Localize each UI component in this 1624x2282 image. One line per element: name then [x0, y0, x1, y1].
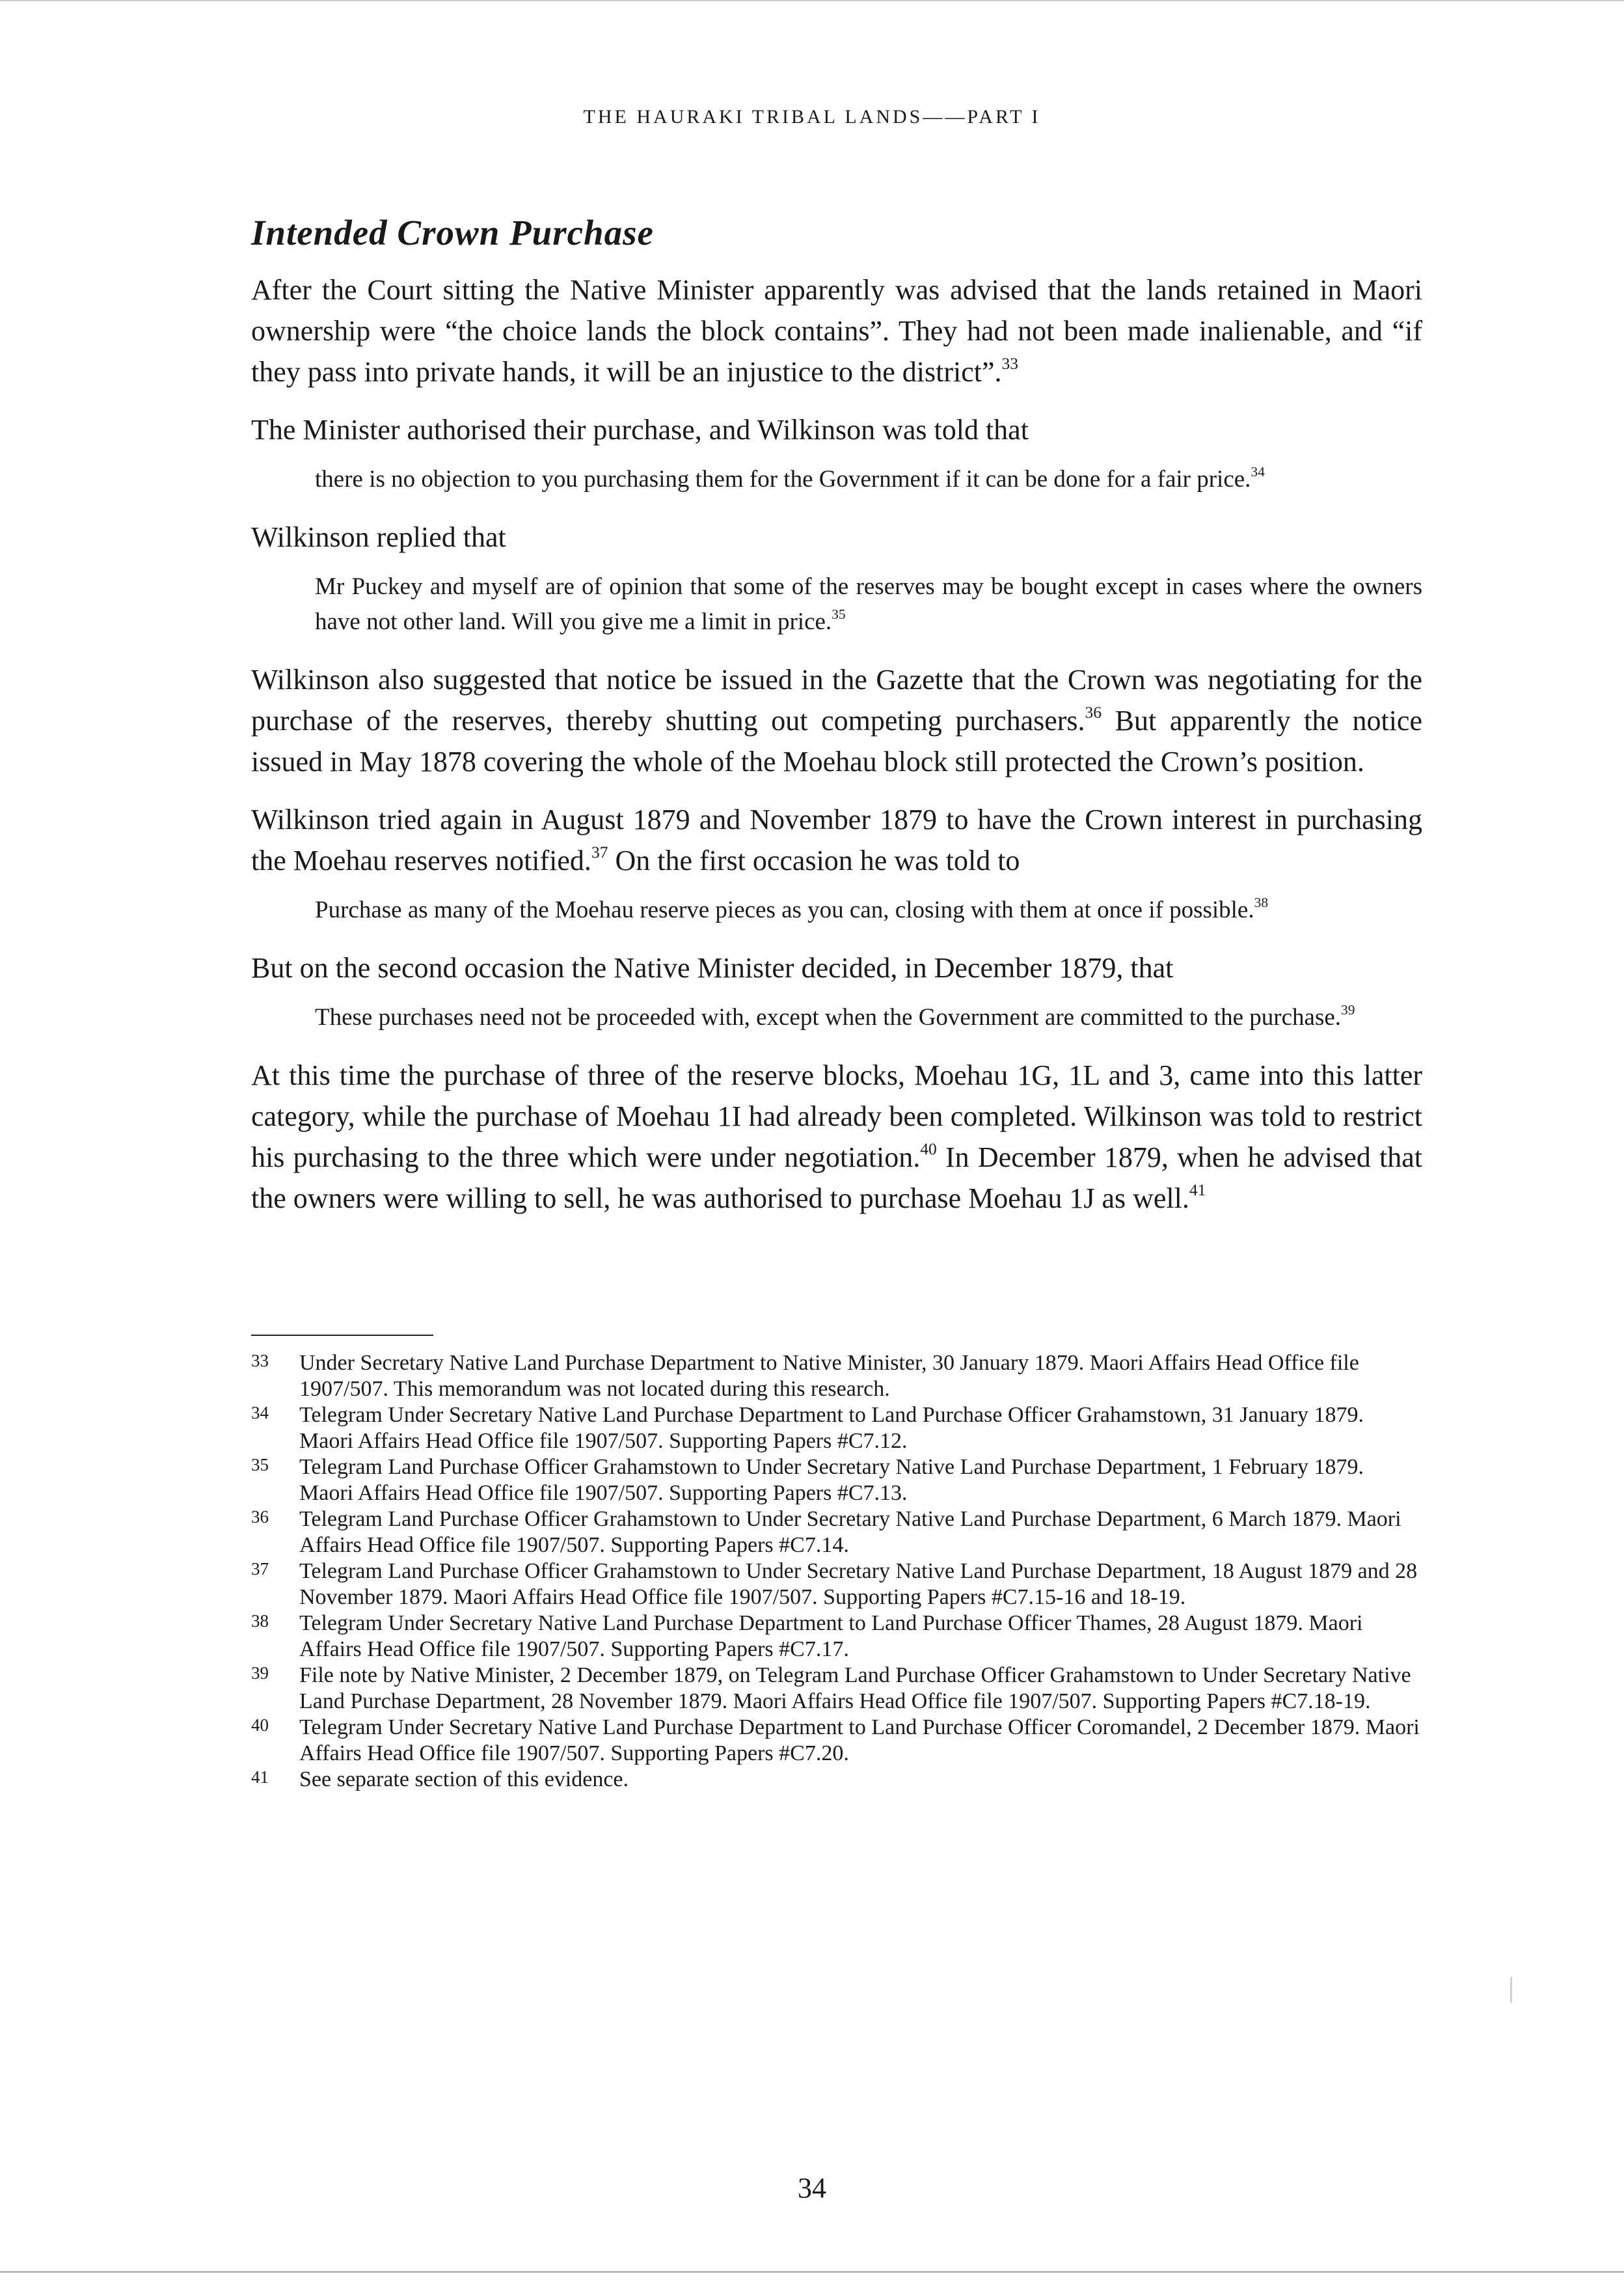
footnote — [251, 1767, 1422, 1793]
footnote-ref[interactable]: 36 — [1085, 702, 1102, 722]
footnote-ref[interactable]: 35 — [832, 606, 846, 622]
paragraph — [251, 659, 1422, 782]
footnote-ref[interactable]: 40 — [920, 1139, 937, 1158]
paragraph-text: After the Court sitting the Native Minister apparently was advised that the lands retained in Maori ownership were “the choice lands the block contains”. They had not been made inalienable, and “if they pass into private hands, it will be an injustice to the district”. — [251, 274, 1422, 388]
block-quote — [315, 569, 1422, 640]
paragraph — [251, 947, 1422, 988]
footnote-text: Telegram Under Secretary Native Land Purchase Department to Land Purchase Officer Grahamstown, 31 January 1879. Maori Affairs Head Office file 1907/507. Supporting Papers #C7.12. — [299, 1403, 1364, 1453]
footnote-text: Telegram Land Purchase Officer Grahamstown to Under Secretary Native Land Purchase Department, 6 March 1879. Maori Affairs Head Office file 1907/507. Supporting Papers #C7.14. — [299, 1507, 1401, 1557]
quote-text: Mr Puckey and myself are of opinion that some of the reserves may be bought except in cases where the owners have not other land. Will you give me a limit in price. — [315, 573, 1422, 635]
footnote-number: 39 — [251, 1663, 269, 1683]
footnote-number: 37 — [251, 1559, 269, 1579]
footnote-ref[interactable]: 34 — [1251, 463, 1265, 480]
footnote-text: File note by Native Minister, 2 December 1879, on Telegram Land Purchase Officer Grahamstown to Under Secretary Native Land Purchase Department, 28 November 1879. Maori Affairs Head Office file 1907/507. Supporting Papers #C7.18-19. — [299, 1663, 1411, 1713]
footnote-number: 41 — [251, 1767, 269, 1787]
scan-margin-mark — [1510, 1977, 1512, 2003]
block-quote — [315, 462, 1422, 497]
footnote-text: Telegram Land Purchase Officer Grahamstown to Under Secretary Native Land Purchase Department, 1 February 1879. Maori Affairs Head Office file 1907/507. Supporting Papers #C7.13. — [299, 1455, 1364, 1505]
paragraph — [251, 1055, 1422, 1219]
footnote-number: 36 — [251, 1507, 269, 1527]
quote-text: These purchases need not be proceeded with, except when the Government are committed to the purchase. — [315, 1004, 1342, 1031]
paragraph-text: But on the second occasion the Native Minister decided, in December 1879, that — [251, 952, 1174, 984]
paragraph-text: The Minister authorised their purchase, and Wilkinson was told that — [251, 414, 1029, 446]
footnote-divider — [251, 1335, 433, 1336]
scan-edge-top — [0, 0, 1624, 1]
paragraph-text-continued: But apparently the notice issued in May 1878 covering the whole of the Moehau block still protected the Crown’s position. — [251, 705, 1422, 778]
quote-text: Purchase as many of the Moehau reserve pieces as you can, closing with them at once if possible. — [315, 897, 1254, 923]
paragraph — [251, 409, 1422, 450]
paragraph-text-continued: In December 1879, when he advised that the owners were willing to sell, he was authorised to purchase Moehau 1J as well. — [251, 1141, 1423, 1214]
footnote — [251, 1558, 1422, 1610]
footnote — [251, 1715, 1422, 1767]
block-quote — [315, 893, 1422, 928]
paragraph — [251, 517, 1422, 558]
footnote-text: Telegram Under Secretary Native Land Purchase Department to Land Purchase Officer Thames, 28 August 1879. Maori Affairs Head Office file 1907/507. Supporting Papers #C7.17. — [299, 1611, 1363, 1661]
footnote-ref[interactable]: 33 — [1001, 353, 1019, 373]
main-content — [251, 210, 1422, 1793]
footnote-number: 40 — [251, 1715, 269, 1735]
footnotes-list — [251, 1350, 1422, 1793]
footnote — [251, 1350, 1422, 1402]
footnote — [251, 1663, 1422, 1715]
paragraph-text-continued: On the first occasion he was told to — [608, 845, 1020, 876]
footnote — [251, 1454, 1422, 1506]
running-head: THE HAURAKI TRIBAL LANDS——PART I — [583, 106, 1041, 128]
block-quote — [315, 1000, 1422, 1035]
page-number: 34 — [798, 2172, 826, 2204]
paragraph-text: Wilkinson tried again in August 1879 and November 1879 to have the Crown interest in purchasing the Moehau reserves notified. — [251, 804, 1422, 876]
footnote-text: Telegram Under Secretary Native Land Purchase Department to Land Purchase Officer Coromandel, 2 December 1879. Maori Affairs Head Office file 1907/507. Supporting Papers #C7.20. — [299, 1715, 1420, 1765]
footnote-number: 33 — [251, 1351, 269, 1370]
footnote — [251, 1610, 1422, 1663]
scan-edge-bottom — [0, 2271, 1624, 2273]
footnote-text: See separate section of this evidence. — [299, 1767, 629, 1791]
footnote — [251, 1506, 1422, 1558]
section-title: Intended Crown Purchase — [251, 213, 654, 252]
footnote-text: Under Secretary Native Land Purchase Department to Native Minister, 30 January 1879. Maori Affairs Head Office file 1907/507. This memorandum was not located during this research. — [299, 1351, 1359, 1401]
footnote-ref[interactable]: 37 — [591, 842, 608, 862]
footnote-number: 34 — [251, 1403, 269, 1422]
footnote — [251, 1402, 1422, 1454]
paragraph-text: Wilkinson replied that — [251, 521, 506, 553]
quote-text: there is no objection to you purchasing them for the Government if it can be done for a fair price. — [315, 466, 1251, 493]
footnote-number: 35 — [251, 1455, 269, 1474]
paragraph — [251, 799, 1422, 881]
paragraph-text: Wilkinson also suggested that notice be issued in the Gazette that the Crown was negotiating for the purchase of the reserves, thereby shutting out competing purchasers. — [251, 664, 1422, 737]
footnote-text: Telegram Land Purchase Officer Grahamstown to Under Secretary Native Land Purchase Department, 18 August 1879 and 28 November 1879. Maori Affairs Head Office file 1907/507. Supporting Papers #C7.15-16 and 18-19. — [299, 1559, 1418, 1609]
footnote-ref[interactable]: 38 — [1254, 894, 1269, 910]
footnote-ref[interactable]: 39 — [1341, 1001, 1355, 1018]
footnote-number: 38 — [251, 1611, 269, 1631]
paragraph — [251, 269, 1422, 392]
footnote-ref[interactable]: 41 — [1189, 1180, 1206, 1199]
paragraph-text: At this time the purchase of three of the reserve blocks, Moehau 1G, 1L and 3, came into this latter category, while the purchase of Moehau 1I had already been completed. Wilkinson was told to restrict his purchasing to the three which were under negotiation. — [251, 1059, 1422, 1173]
